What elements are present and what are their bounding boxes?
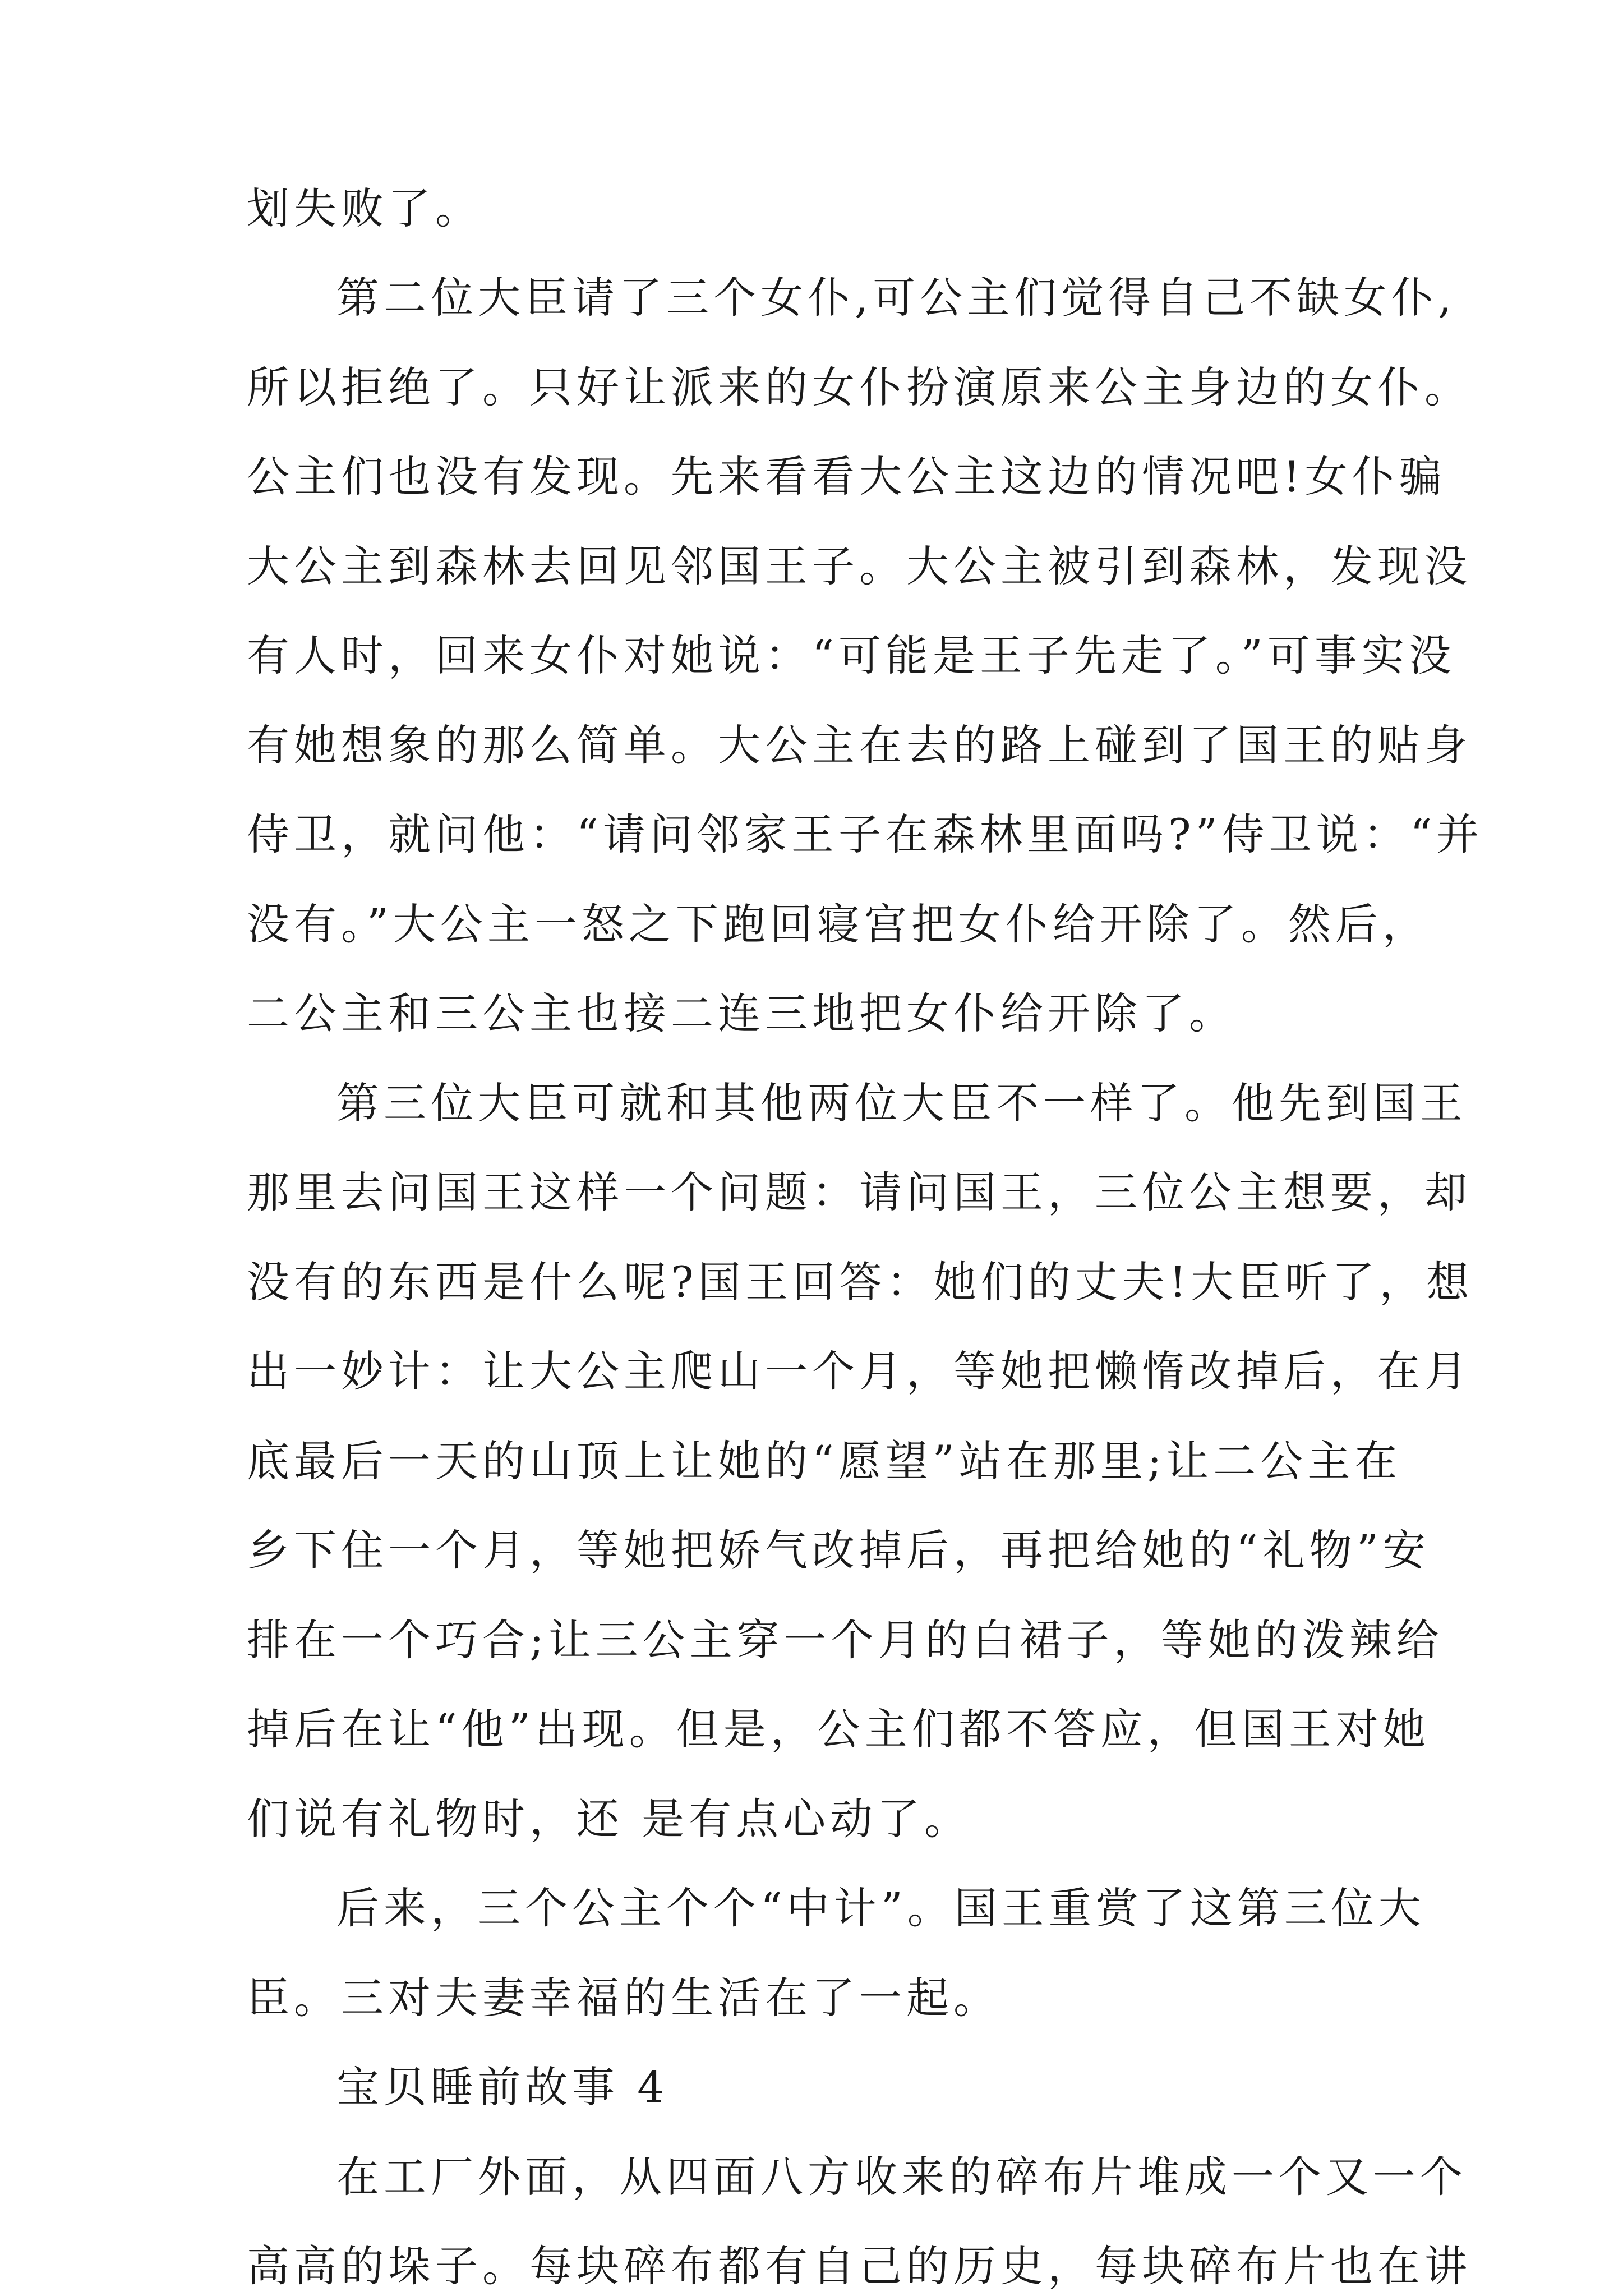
text-line: 那里去问国王这样一个问题：请问国王，三位公主想要，却 (247, 1167, 1472, 1217)
text-line: 臣。三对夫妻幸福的生活在了一起。 (247, 1973, 1000, 2023)
text-line: 没有。”大公主一怒之下跑回寝宫把女仆给开除了。然后， (247, 899, 1430, 949)
text-line: 公主们也没有发现。先来看看大公主这边的情况吧!女仆骗 (247, 452, 1446, 501)
text-line: 排在一个巧合;让三公主穿一个月的白裙子，等她的泼辣给 (247, 1615, 1444, 1665)
text-line: 掉后在让“他”出现。但是，公主们都不答应，但国王对她 (247, 1704, 1430, 1754)
text-line: 高高的垛子。每块碎布都有自己的历史，每块碎布片也在讲 (247, 2241, 1472, 2291)
text-line: 们说有礼物时，还 是有点心动了。 (247, 1794, 972, 1844)
section-heading: 宝贝睡前故事 4 (336, 2062, 669, 2112)
paragraph-start: 在工厂外面，从四面八方收来的碎布片堆成一个又一个 (336, 2152, 1467, 2202)
paragraph-start: 后来，三个公主个个“中计”。国王重赏了这第三位大 (336, 1883, 1426, 1933)
text-line: 有人时，回来女仆对她说：“可能是王子先走了。”可事实没 (247, 631, 1456, 680)
paragraph-start: 第二位大臣请了三个女仆,可公主们觉得自己不缺女仆, (336, 273, 1456, 323)
text-line: 乡下住一个月，等她把娇气改掉后，再把给她的“礼物”安 (247, 1525, 1430, 1575)
text-line: 二公主和三公主也接二连三地把女仆给开除了。 (247, 988, 1236, 1038)
text-line: 所以拒绝了。只好让派来的女仆扮演原来公主身边的女仆。 (247, 362, 1472, 412)
paragraph-start: 第三位大臣可就和其他两位大臣不一样了。他先到国王 (336, 1078, 1467, 1128)
text-line: 侍卫，就问他：“请问邻家王子在森林里面吗?”侍卫说：“并 (247, 809, 1484, 859)
text-line: 大公主到森林去回见邻国王子。大公主被引到森林，发现没 (247, 541, 1472, 591)
text-line: 有她想象的那么简单。大公主在去的路上碰到了国王的贴身 (247, 720, 1472, 770)
text-line: 没有的东西是什么呢?国王回答：她们的丈夫!大臣听了，想 (247, 1257, 1474, 1307)
text-line: 底最后一天的山顶上让她的“愿望”站在那里;让二公主在 (247, 1436, 1402, 1486)
text-line: 出一妙计：让大公主爬山一个月，等她把懒惰改掉后，在月 (247, 1346, 1472, 1396)
text-line: 划失败了。 (247, 183, 482, 233)
